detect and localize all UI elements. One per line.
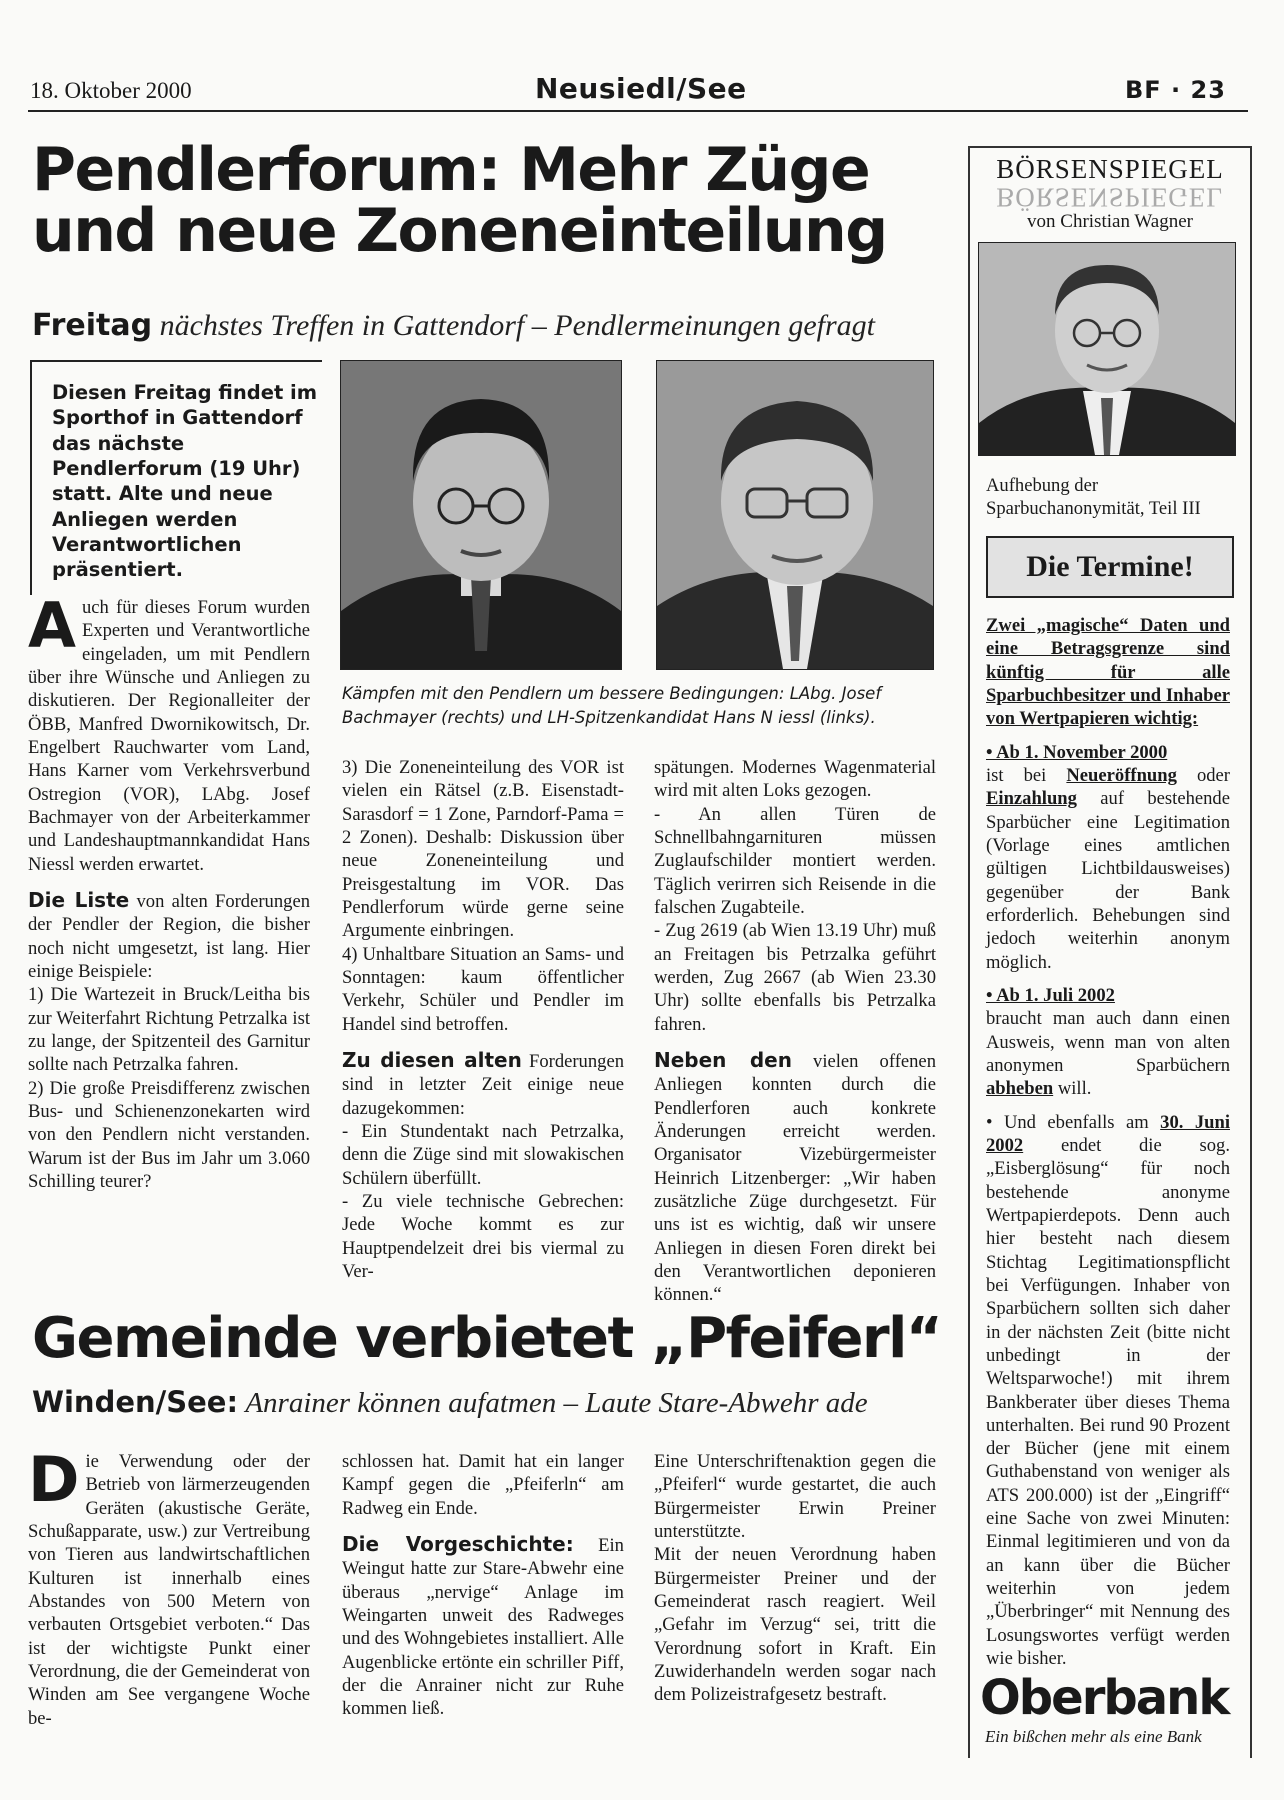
termin-date-2: • Ab 1. Juli 2002 xyxy=(986,984,1115,1006)
article1-paragraph: spätungen. Modernes Wagenmaterial wird mit alten Loks gezogen. xyxy=(654,757,936,802)
article2-paragraph xyxy=(28,1443,310,1730)
termin-text: will. xyxy=(1057,1078,1092,1100)
article2-column-3 xyxy=(654,1450,936,1707)
article1-col2-text: Forderungen sind in letzter Zeit einige neue dazugekommen: xyxy=(342,1050,624,1119)
termin-text: auf bestehende Sparbücher eine Legitimation (Vorlage eines amtlichen gültigen Lichtbildausweises) gegenüber der Bank erforderlich. Behebungen sind jedoch weiterhin anonym möglich. xyxy=(986,788,1230,973)
issue-date: 18. Oktober 2000 xyxy=(30,78,192,103)
article2-paragraph xyxy=(342,1532,624,1721)
portrait-photo xyxy=(979,243,1235,455)
article1-paragraph xyxy=(342,1048,624,1120)
article1-paragraph: - An allen Türen de Schnellbahngarnituren müssen Zuglaufschilder montiert werden. Täglich verirren sich Reisende in die falschen Zugabteile. xyxy=(654,803,936,918)
sidebar-author: von Christian Wagner xyxy=(1027,211,1193,233)
article2-column-1 xyxy=(28,1443,310,1730)
termin-text: oder xyxy=(1196,764,1230,786)
sidebar-title-reflection: BÖRSENSPIEGEL xyxy=(996,182,1224,213)
termin-highlight: 30. Juni 2002 xyxy=(986,1111,1230,1156)
termin-item-3 xyxy=(986,1111,1230,1671)
article2-paragraph: Mit der neuen Verordnung haben Bürgermeister Preiner und der Gemeinderat rasch reagiert. Weil „Gefahr im Verzug“ sei, tritt die Verordnung sofort in Kraft. Ein Zuwiderhandeln werden sogar nach dem Polizeistrafgesetz bestraft. xyxy=(654,1544,936,1706)
article2-col2-text: Ein Weingut hatte zur Stare-Abwehr eine überaus „nervige“ Anlage im Weingarten unweit des Radweges und des Wohngebietes installiert. Alle Augenblicke ertönte ein schriller Piff, der die Anrainer nicht zur Ruhe kommen ließ. xyxy=(342,1534,624,1720)
article1-column-2 xyxy=(342,756,624,1283)
sidebar-lead: Zwei „magische“ Daten und eine Betragsgrenze sind künftig für alle Sparbuchbesitzer und Inhaber von Wertpapieren wichtig: xyxy=(986,615,1230,730)
termin-text: ist bei xyxy=(986,764,1047,786)
termin-highlight: Neueröffnung xyxy=(1066,764,1177,786)
article2-deck-italic: Anrainer können aufatmen – Laute Stare-Abwehr ade xyxy=(245,1387,868,1419)
termine-box-title: Die Termine! xyxy=(986,536,1234,598)
termin-text: braucht man auch dann einen Ausweis, wenn man von alten anonymen Sparbüchern xyxy=(986,1008,1230,1076)
oberbank-logo: Oberbank xyxy=(980,1670,1229,1726)
article1-paragraph xyxy=(654,1048,936,1307)
article1-column-1 xyxy=(28,589,310,1193)
article1-paragraph: 1) Die Wartezeit in Bruck/Leitha bis zur Weiterfahrt Richtung Petrzalka ist zu lange, der Spitzenteil des Garnitur sollte nach Petrzalka fahren. xyxy=(28,984,310,1076)
photo-bachmayer xyxy=(656,360,934,670)
termin-item-2 xyxy=(986,984,1230,1101)
article1-col1-text: uch für dieses Forum wurden Experten und Verantwortliche eingeladen, um mit Pendlern über ihre Wünsche und Anliegen zu diskutieren. Der Regionalleiter der ÖBB, Manfred Dwornikowitsch, Dr. Engelbert Rauchwarter vom Land, Hans Karner vom Verkehrsverbund Ostregion (VOR), LAbg. Josef Bachmayer von der Arbeiterkammer und Landeshauptmannkandidat Hans Niessl werden erwartet. xyxy=(28,597,310,875)
article1-deck xyxy=(32,308,875,343)
article1-deck-bold: Freitag xyxy=(32,308,153,343)
article2-col1-text: ie Verwendung oder der Betrieb von lärmerzeugenden Geräten (akustische Geräte, Schußapparate, usw.) zur Vertreibung von Tieren aus landwirtschaftlichen Kulturen ist innerhalb eines Abstandes von 500 Metern von verbauten Ortsgebiet verboten.“ Das ist der wichtigste Punkt einer Verordnung, die der Gemeinderat von Winden am See vergangene Woche be- xyxy=(28,1451,310,1729)
article2-deck-bold: Winden/See: xyxy=(32,1385,239,1419)
page-number: BF · 23 xyxy=(1125,76,1226,104)
photo-wagner xyxy=(978,242,1236,456)
article2-deck xyxy=(32,1385,868,1420)
header-rule xyxy=(28,110,1248,112)
article1-paragraph: - Ein Stundentakt nach Petrzalka, denn die Züge sind mit slowakischen Schülern überfüllt. xyxy=(342,1120,624,1189)
article2-paragraph: Eine Unterschriftenaktion gegen die „Pfeiferl“ wurde gestartet, die auch Bürgermeister Erwin Preiner unterstützte. xyxy=(654,1451,936,1542)
article1-intro: Diesen Freitag findet im Sporthof in Gattendorf das nächste Pendlerforum (19 Uhr) statt. Alte und neue Anliegen werden Verantwortlichen präsentiert. xyxy=(30,360,322,595)
portrait-photo xyxy=(657,361,933,669)
termin-highlight: Einzahlung xyxy=(986,788,1077,810)
article1-headline-line2: und neue Zoneneinteilung xyxy=(32,196,887,267)
termin-text: • Und ebenfalls am xyxy=(986,1111,1149,1133)
portrait-photo xyxy=(341,361,621,669)
article2-column-2 xyxy=(342,1450,624,1721)
subhead-neben-den: Neben den xyxy=(654,1047,792,1072)
termin-text: endet die sog. „Eisberglösung“ für noch bestehende anonyme Wertpapierdepots. Denn auch hier besteht nach diesem Stichtag Legitimationspflicht bei Verfügungen. Inhaber von Sparbüchern sollten sich daher in der nächsten Zeit (bitte nicht unbedingt in der Weltsparwoche!) mit ihrem Bankberater über dieses Thema unterhalten. Bei rund 90 Prozent der Bücher (jene mit einem Guthabenstand von weniger als ATS 200.000) ist der „Eingriff“ eine Sache von zwei Minuten: Einmal legitimieren und von da an kann über die Bücher weiterhin von jedem „Überbringer“ mit Nennung des Losungswortes verfügt werden wie bisher. xyxy=(986,1134,1230,1670)
photo-niessl xyxy=(340,360,622,670)
drop-cap: D xyxy=(28,1443,80,1516)
oberbank-slogan: Ein bißchen mehr als eine Bank xyxy=(985,1727,1202,1746)
sidebar-topic: Aufhebung der Sparbuchanonymität, Teil III xyxy=(986,475,1201,520)
termin-item-1 xyxy=(986,741,1230,974)
article1-column-3 xyxy=(654,756,936,1307)
subhead-die-vorgeschichte: Die Vorgeschichte: xyxy=(342,1531,574,1556)
termin-highlight: abheben xyxy=(986,1078,1054,1100)
article2-headline: Gemeinde verbietet „Pfeiferl“ xyxy=(32,1306,942,1371)
article1-col3-text: vielen offenen Anliegen konnten durch die Pendlerforen auch konkrete Änderungen erreicht werden. Organisator Vizebürgermeister Heinrich Litzenberger: „Wir haben zusätzliche Züge durchgesetzt. Für uns ist es wichtig, daß wir unsere Anliegen in diesen Foren direkt bei den Verantwortlichen deponieren können.“ xyxy=(654,1050,936,1306)
article1-paragraph xyxy=(28,888,310,983)
drop-cap: A xyxy=(28,589,76,662)
article1-paragraph: - Zu viele technische Gebrechen: Jede Woche kommt es zur Hauptpendelzeit drei bis viermal zu Ver- xyxy=(342,1190,624,1282)
article1-paragraph: 4) Unhaltbare Situation an Sams- und Sonntagen: kaum öffentlicher Verkehr, Schüler und Pendler im Handel sind betroffen. xyxy=(342,943,624,1035)
article1-paragraph: - Zug 2619 (ab Wien 13.19 Uhr) muß an Freitagen bis Petrzalka geführt werden, Zug 2667 (ab Wien 23.30 Uhr) sollte ebenfalls bis Petrzalka fahren. xyxy=(654,920,936,1035)
article1-col1-text: von alten Forderungen der Pendler der Region, die bisher noch nicht umgesetzt, ist lang. Hier einige Beispiele: xyxy=(28,890,310,982)
article1-headline xyxy=(32,135,962,267)
subhead-zu-diesen-alten: Zu diesen alten xyxy=(342,1047,522,1072)
article2-paragraph: schlossen hat. Damit hat ein langer Kampf gegen die „Pfeiferln“ am Radweg ein Ende. xyxy=(342,1451,624,1519)
photo-caption: Kämpfen mit den Pendlern um bessere Bedingungen: LAbg. Josef Bachmayer (rechts) und LH-Spitzenkandidat Hans N iessl (links). xyxy=(342,684,882,727)
sidebar-title: BÖRSENSPIEGEL xyxy=(996,154,1224,184)
article1-headline-line1: Pendlerforum: Mehr Züge xyxy=(32,135,870,205)
termin-date-1: • Ab 1. November 2000 xyxy=(986,741,1168,763)
section-title: Neusiedl/See xyxy=(535,72,747,105)
article1-deck-italic: nächstes Treffen in Gattendorf – Pendlermeinungen gefragt xyxy=(159,309,876,342)
article1-paragraph: 2) Die große Preisdifferenz zwischen Bus- und Schienenzonekarten wird von den Pendlern nicht verstanden. Warum ist der Bus im Jahr um 3.060 Schilling teurer? xyxy=(28,1077,310,1192)
article1-paragraph: 3) Die Zoneneinteilung des VOR ist vielen ein Rätsel (z.B. Eisenstadt-Sarasdorf = 1 Zone, Parndorf-Pama = 2 Zonen). Deshalb: Diskussion über neue Zoneneinteilung und Preisgestaltung im VOR. Das Pendlerforum würde gerne seine Argumente einbringen. xyxy=(342,757,624,942)
subhead-die-liste: Die Liste xyxy=(28,887,130,912)
sidebar-body xyxy=(986,614,1230,1670)
article1-paragraph xyxy=(28,589,310,876)
